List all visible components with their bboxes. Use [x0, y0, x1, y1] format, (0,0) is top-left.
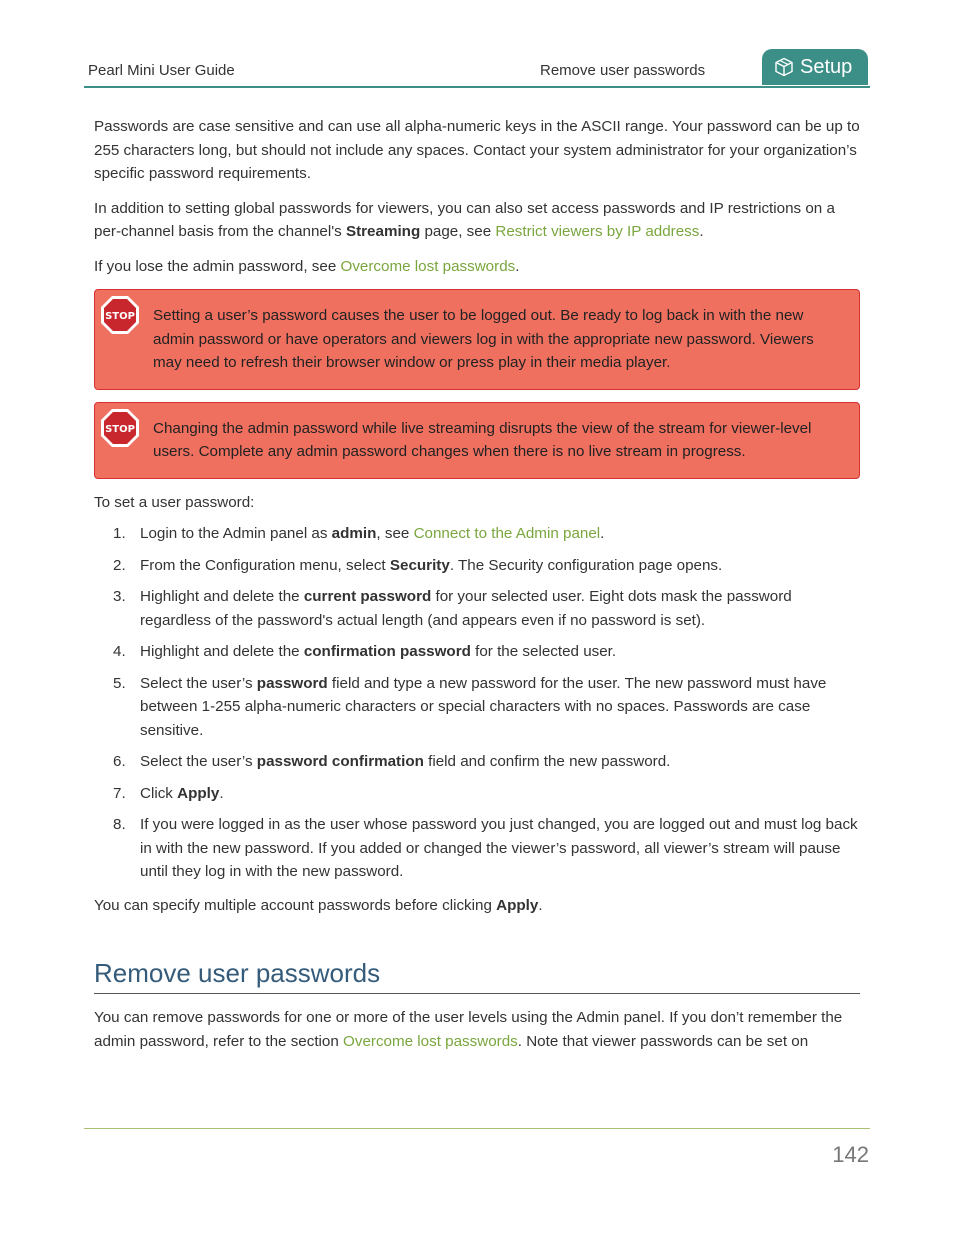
- step-number: 7.: [113, 784, 126, 802]
- warning-text: Changing the admin password while live streaming disrupts the view of the stream for viewer-level users. Complete any admin password changes when there is no live stream in progress.: [153, 419, 812, 460]
- running-section-title: Remove user passwords: [540, 62, 706, 79]
- list-item: 4. Highlight and delete the confirmation password for the selected user.: [94, 640, 860, 664]
- footer-divider: [84, 1128, 870, 1129]
- svg-text:STOP: STOP: [105, 311, 135, 322]
- step-number: 8.: [113, 816, 126, 833]
- stop-sign-icon: [99, 294, 141, 336]
- intro-paragraph-streaming: In addition to setting global passwords for viewers, you can also set access passwords and IP restrictions on a per-channel basis from the channel's Streaming page, see Restrict viewers by IP address.: [94, 199, 835, 240]
- section-heading: Remove user passwords: [94, 957, 860, 994]
- step-number: 6.: [113, 753, 126, 770]
- stop-sign-icon: [99, 407, 141, 449]
- cube-icon: [774, 57, 794, 77]
- setup-tab[interactable]: [762, 49, 868, 85]
- steps-intro: To set a user password:: [94, 493, 255, 511]
- overcome-lost-passwords-link[interactable]: Overcome lost passwords: [340, 257, 516, 275]
- section-paragraph: You can remove passwords for one or more of the user levels using the Admin panel. If you don’t remember the admin password, refer to the section Overcome lost passwords. Note that viewer passwords can be set on: [94, 1009, 843, 1050]
- warning-text: Setting a user’s password causes the user to be logged out. Be ready to log back in with the new admin password or have operators and viewers log in with the appropriate new password. Viewers may need to refresh their browser window or press play in their media player.: [153, 307, 814, 371]
- restrict-viewers-link[interactable]: Restrict viewers by IP address: [495, 223, 700, 240]
- warning-box: [94, 402, 860, 479]
- list-item: 5. Select the user’s password field and type a new password for the user. The new password must have between 1-255 alpha-numeric characters or special characters with no spaces. Passwords are case sensitive.: [94, 672, 860, 743]
- overcome-lost-passwords-link[interactable]: Overcome lost passwords: [343, 1032, 518, 1050]
- step-number: 2.: [113, 556, 126, 574]
- list-item: 8. If you were logged in as the user whose password you just changed, you are logged out and must log back in with the new password. If you added or changed the viewer’s password, all viewer’s stream will pause until they log in with the new password.: [94, 813, 860, 884]
- list-item: 1. Login to the Admin panel as admin, see Connect to the Admin panel.: [94, 522, 860, 546]
- list-item: 6. Select the user’s password confirmation field and confirm the new password.: [94, 750, 860, 774]
- guide-title: Pearl Mini User Guide: [88, 62, 235, 79]
- page-number: 142: [832, 1142, 869, 1167]
- intro-paragraph-lost-password: If you lose the admin password, see Overcome lost passwords.: [94, 257, 520, 275]
- page-header: [84, 0, 870, 88]
- page-content: [94, 115, 860, 1064]
- connect-admin-panel-link[interactable]: Connect to the Admin panel: [413, 525, 601, 542]
- intro-paragraph: Passwords are case sensitive and can use all alpha-numeric keys in the ASCII range. Your password can be up to 255 characters long, but should not include any spaces. Contact your system administrator for your organization’s specific password requirements.: [94, 118, 860, 182]
- outro-paragraph: You can specify multiple account passwords before clicking Apply.: [94, 896, 543, 914]
- svg-text:STOP: STOP: [105, 423, 135, 435]
- step-number: 5.: [113, 674, 126, 692]
- streaming-term: Streaming: [345, 223, 421, 240]
- list-item: 7. Click Apply.: [94, 782, 860, 806]
- warning-box: [94, 289, 860, 390]
- step-number: 4.: [113, 643, 126, 660]
- setup-tab-label: Setup: [800, 55, 853, 78]
- header-divider: [84, 86, 870, 88]
- steps-list: [94, 522, 860, 884]
- list-item: 3. Highlight and delete the current password for your selected user. Eight dots mask the password regardless of the password's actual length (and appears even if no password is set).: [94, 585, 860, 632]
- list-item: 2. From the Configuration menu, select Security. The Security configuration page opens.: [94, 554, 860, 578]
- step-number: 3.: [113, 588, 126, 605]
- step-number: 1.: [113, 525, 126, 542]
